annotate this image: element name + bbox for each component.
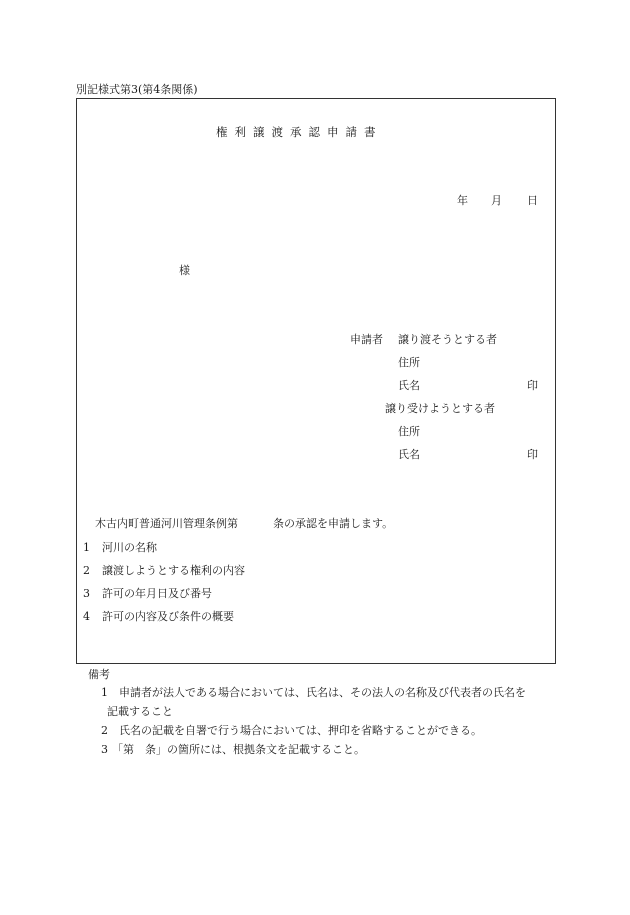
note-text: 氏名の記載を自署で行う場合においては、押印を省略することができる。 <box>119 724 482 737</box>
note-number: 3 <box>101 743 108 756</box>
date-year[interactable]: 年 <box>457 194 468 207</box>
item-text: 許可の内容及び条件の概要 <box>102 610 234 623</box>
transferee-label: 譲り受けようとする者 <box>385 402 495 415</box>
item-number: 4 <box>83 610 90 623</box>
transferor-name-label: 氏名 <box>398 379 420 392</box>
form-title: 権利譲渡承認申請書 <box>216 125 383 139</box>
applicant-heading: 申請者 <box>350 333 383 346</box>
request-sentence-before: 木古内町普通河川管理条例第 <box>95 517 238 530</box>
note-text-continued: 記載すること <box>107 705 173 718</box>
addressee-suffix: 様 <box>179 264 190 277</box>
transferor-address-label: 住所 <box>398 356 420 369</box>
request-sentence-after: 条の承認を申請します。 <box>273 517 394 530</box>
transferor-seal: 印 <box>527 379 538 392</box>
transferee-name-label: 氏名 <box>398 448 420 461</box>
note-number: 2 <box>101 724 108 737</box>
date-month[interactable]: 月 <box>491 194 502 207</box>
item-text: 譲渡しようとする権利の内容 <box>102 564 245 577</box>
item-number: 1 <box>83 541 90 554</box>
transferee-seal: 印 <box>527 448 538 461</box>
item-number: 3 <box>83 587 90 600</box>
transferee-address-label: 住所 <box>398 425 420 438</box>
note-text: 申請者が法人である場合においては、氏名は、その法人の名称及び代表者の氏名を <box>119 686 526 699</box>
form-frame <box>76 98 556 664</box>
note-number: 1 <box>101 686 108 699</box>
item-text: 河川の名称 <box>102 541 157 554</box>
notes-heading: 備考 <box>88 668 110 681</box>
note-text: 「第 条」の箇所には、根拠条文を記載すること。 <box>112 743 365 756</box>
transferor-label: 譲り渡そうとする者 <box>398 333 497 346</box>
date-day[interactable]: 日 <box>527 194 538 207</box>
item-text: 許可の年月日及び番号 <box>102 587 212 600</box>
form-label: 別記様式第3(第4条関係) <box>76 83 198 96</box>
item-number: 2 <box>83 564 90 577</box>
